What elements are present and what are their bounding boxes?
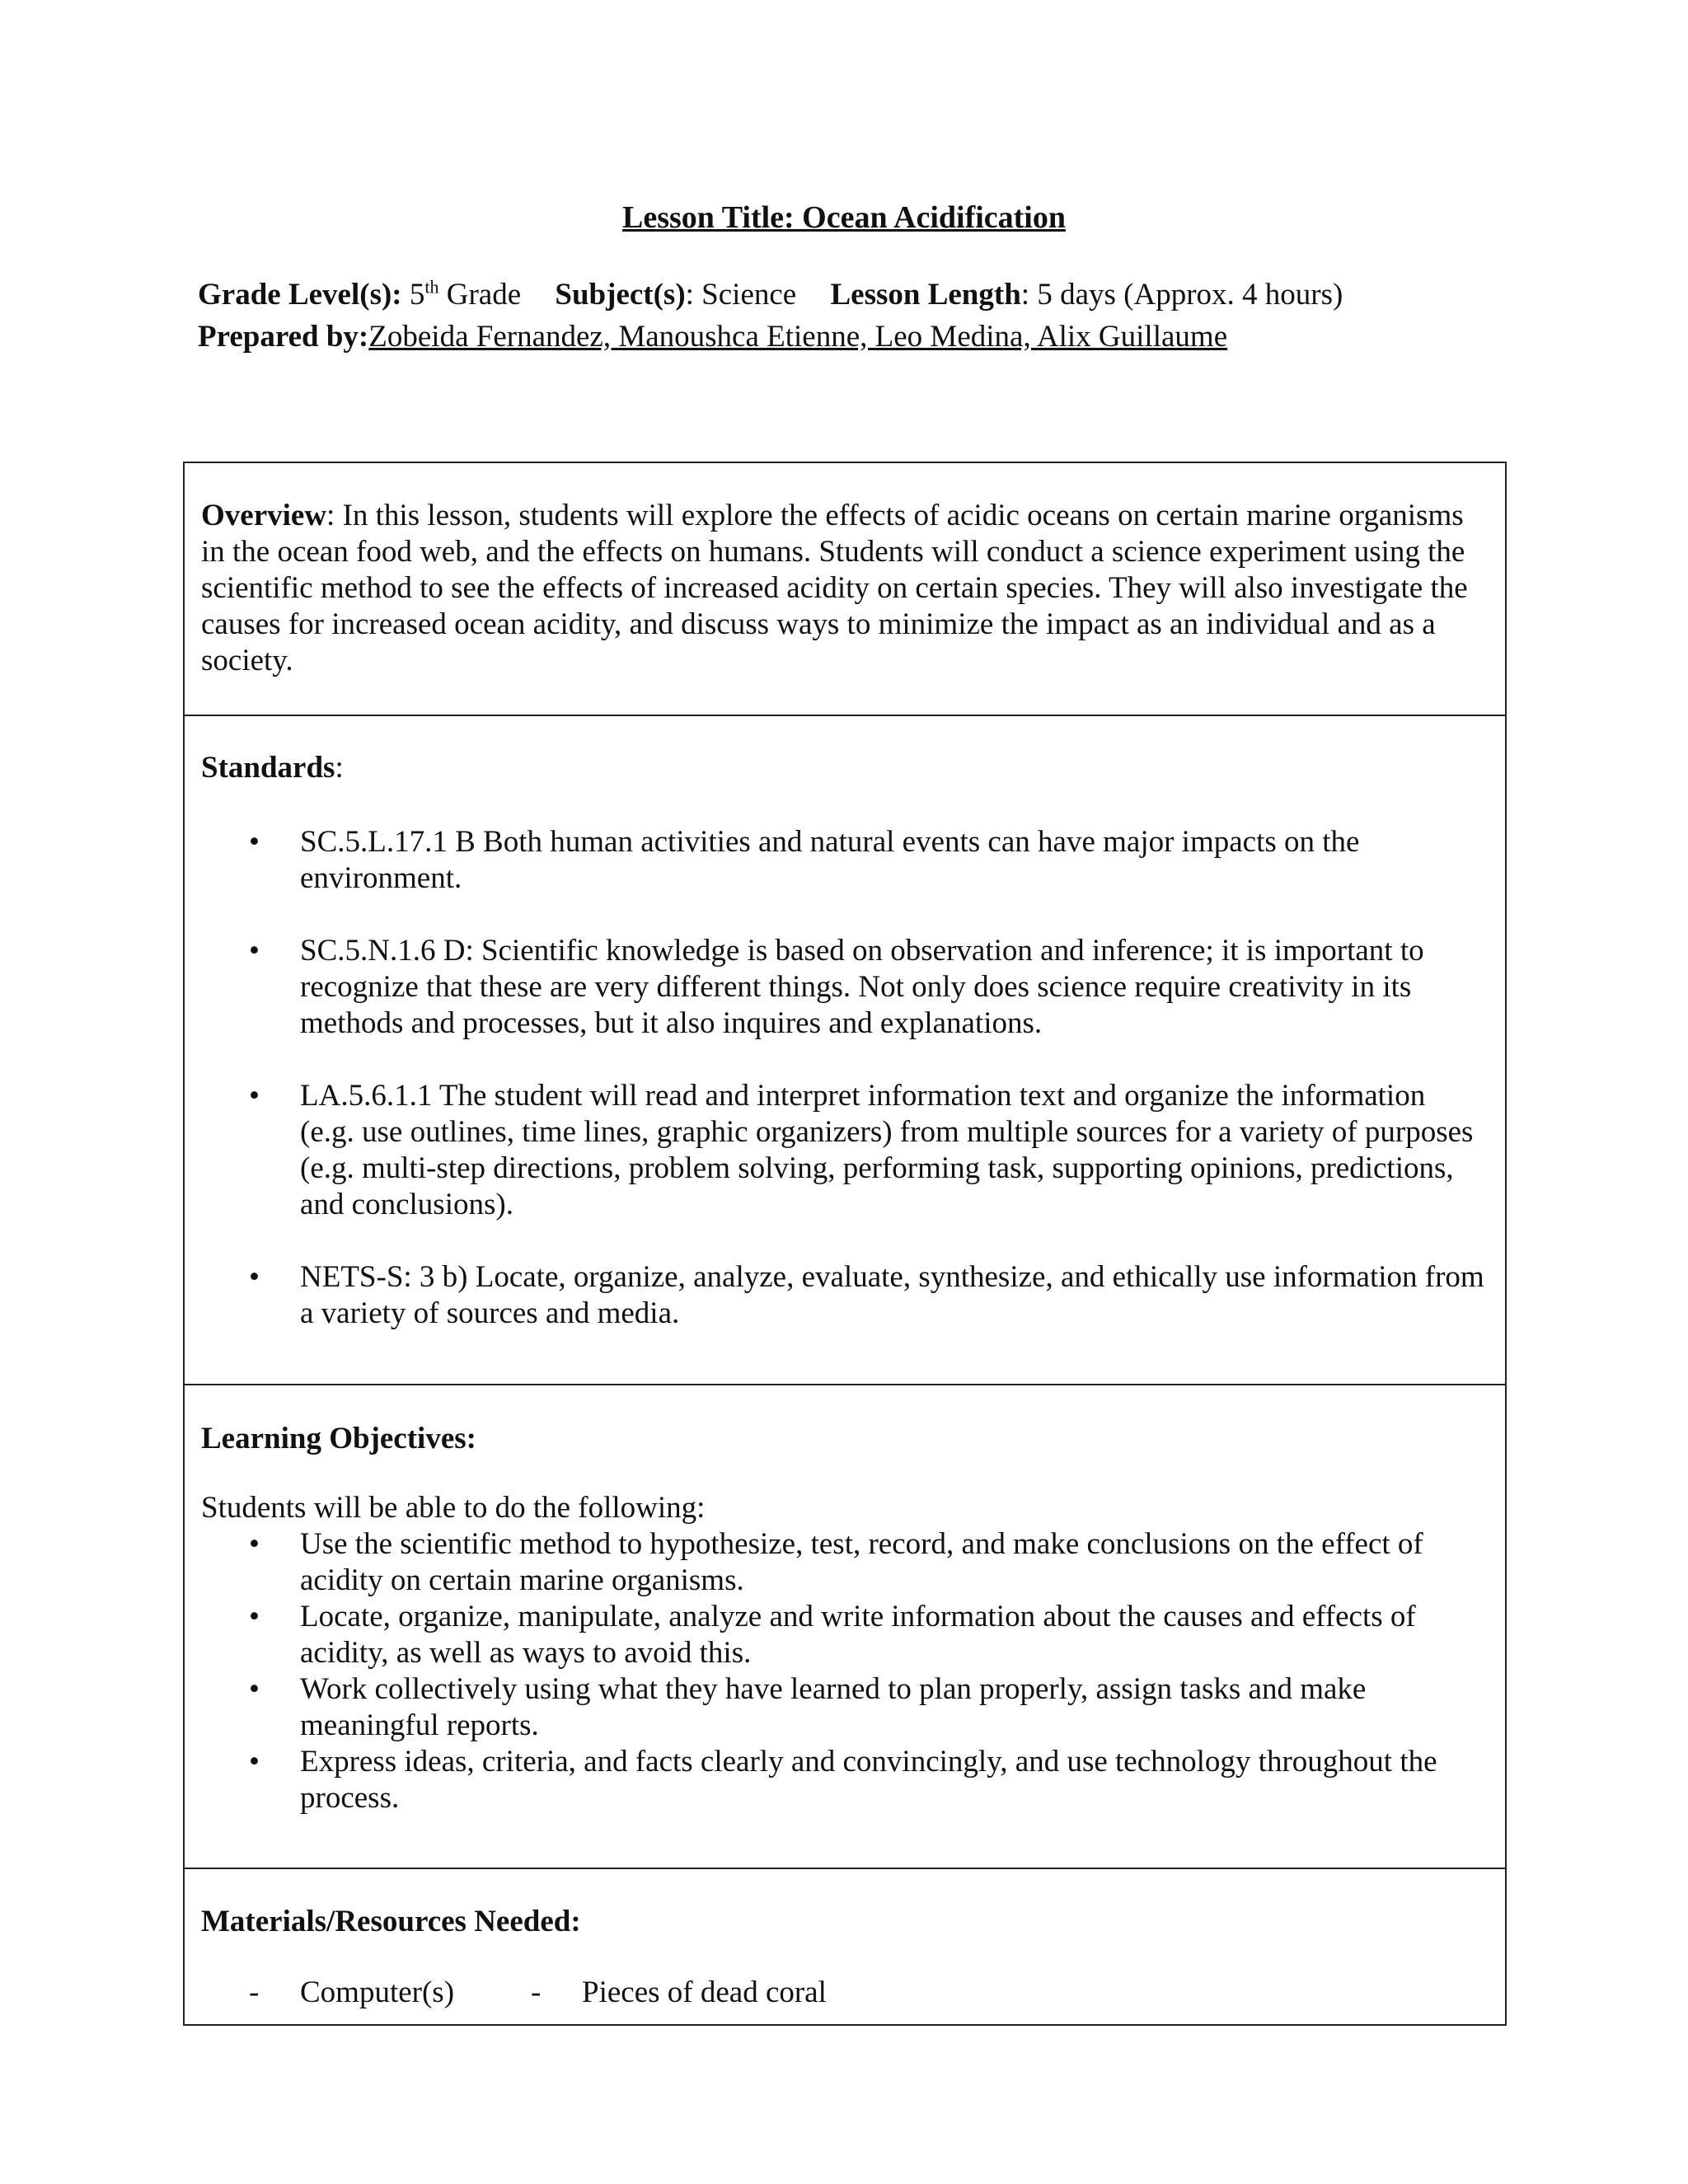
grade-value-sup: th: [424, 276, 439, 298]
list-item: Computer(s): [300, 1975, 455, 2009]
objectives-intro: Students will be able to do the following:: [201, 1491, 706, 1525]
divider: [185, 715, 1505, 716]
objectives-section: [185, 1421, 1505, 1816]
standards-list: [201, 824, 1487, 1332]
list-item: Pieces of dead coral: [582, 1975, 827, 2009]
meta-line-1: [198, 274, 1343, 316]
divider: [185, 1868, 1505, 1869]
overview-heading: Overview: [201, 499, 327, 532]
grade-value-text: Grade: [446, 278, 522, 312]
list-item: • Locate, organize, manipulate, analyze and write information about the causes and effects of acidity, as well as ways to avoid this.: [249, 1600, 1416, 1670]
prepared-label: Prepared by:: [198, 320, 369, 354]
materials-heading: Materials/Resources Needed:: [201, 1905, 581, 1938]
length-value: : 5 days (Approx. 4 hours): [1020, 278, 1343, 312]
materials-list: - Computer(s) - Pieces of dead coral: [249, 1975, 827, 2009]
subject-label: Subject(s): [555, 278, 686, 312]
objectives-heading: Learning Objectives:: [201, 1422, 476, 1455]
standards-heading: Standards: [201, 751, 335, 785]
list-item: • NETS-S: 3 b) Locate, organize, analyze, evaluate, synthesize, and ethically use information from a variety of sources and media.: [249, 1260, 1484, 1330]
list-item: • Use the scientific method to hypothesize, test, record, and make conclusions on the effect of acidity on certain marine organisms.: [249, 1527, 1423, 1597]
objectives-list: [201, 1526, 1487, 1816]
overview-section: [185, 498, 1505, 679]
list-item: • Work collectively using what they have learned to plan properly, assign tasks and make meaningful reports.: [249, 1672, 1367, 1742]
grade-label: Grade Level(s):: [198, 278, 402, 312]
divider: [185, 1384, 1505, 1385]
list-item: • SC.5.L.17.1 B Both human activities and natural events can have major impacts on the environment.: [249, 825, 1360, 895]
lesson-table: [183, 462, 1507, 2026]
meta-line-2: [198, 316, 1343, 358]
list-item: • Express ideas, criteria, and facts clearly and convincingly, and use technology throughout the process.: [249, 1745, 1437, 1815]
length-label: Lesson Length: [830, 278, 1021, 312]
materials-section: [185, 1904, 1505, 2011]
subject-value: : Science: [685, 278, 797, 312]
lesson-meta: [198, 274, 1343, 358]
lesson-title: Lesson Title: Ocean Acidification: [622, 200, 1066, 235]
standards-section: Standards: • SC.5.L.17.1 B Both human activities and natural events can have major impacts on the environment. • SC.5.N.1.6 D: Scientific knowledge is based on observation and inference; it is important to recognize that these are very different things. Not only does science require creativity in its methods and processes, but it also inquires and explanations. • LA.5.6.1.1 The student will read and interpret information text and organize the information (e.g. use outlines, time lines, graphic organizers) from multiple sources for a variety of purposes (e.g. multi-step directions, problem solving, performing task, supporting opinions, predictions, and conclusions). • NETS-S: 3 b) Locate, organize, analyze, evaluate, synthesize, and ethically use information from a variety of sources and media.: [185, 750, 1505, 1332]
grade-value-num: 5: [409, 278, 425, 312]
list-item: • LA.5.6.1.1 The student will read and interpret information text and organize the information (e.g. use outlines, time lines, graphic organizers) from multiple sources for a variety of purposes (e.g. multi-step directions, problem solving, performing task, supporting opinions, predictions, and conclusions).: [249, 1079, 1474, 1221]
list-item: • SC.5.N.1.6 D: Scientific knowledge is based on observation and inference; it is important to recognize that these are very different things. Not only does science require creativity in its methods and processes, but it also inquires and explanations.: [249, 934, 1424, 1040]
overview-text: : In this lesson, students will explore the effects of acidic oceans on certain marine organisms in the ocean food web, and the effects on humans. Students will conduct a science experiment using the scientific method to see the effects of increased acidity on certain species. They will also investigate the causes for increased ocean acidity, and discuss ways to minimize the impact as an individual and as a society.: [201, 499, 1468, 677]
prepared-value: Zobeida Fernandez, Manoushca Etienne, Leo Medina, Alix Guillaume: [368, 320, 1228, 354]
